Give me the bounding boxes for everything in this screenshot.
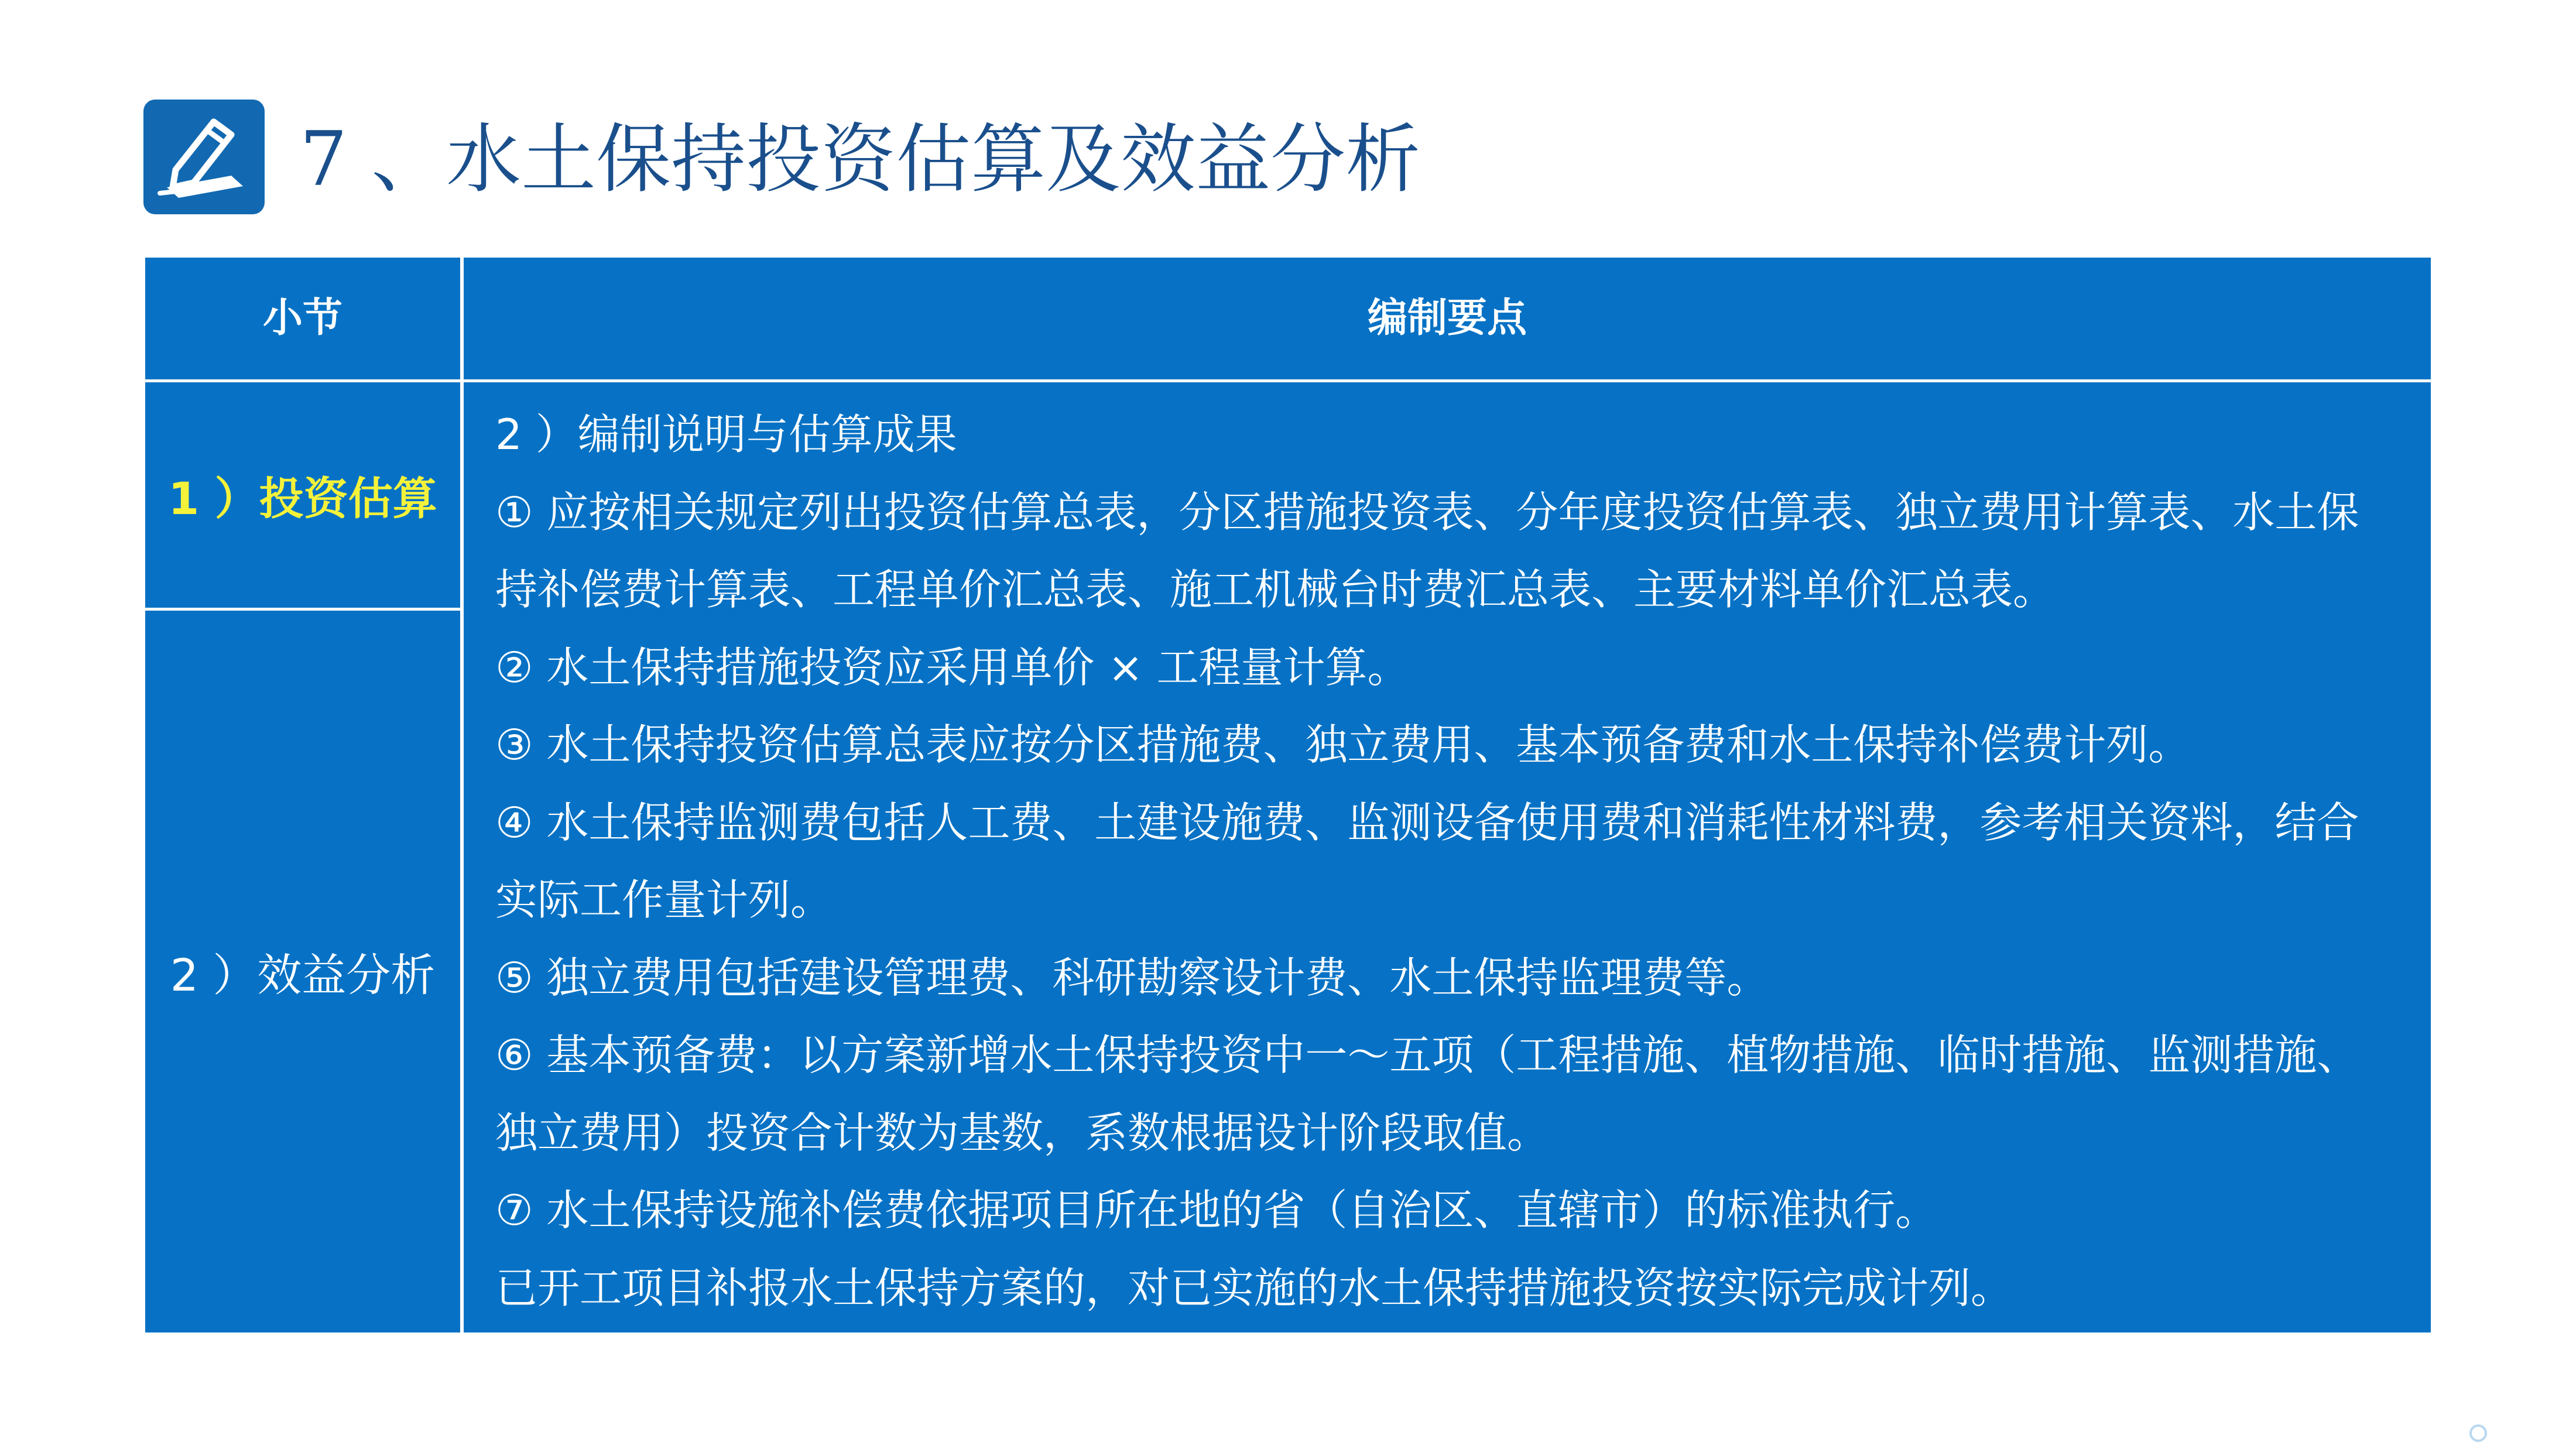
point-line: ② 水土保持措施投资应采用单价 × 工程量计算。 <box>495 642 1410 692</box>
points-content <box>495 396 2398 1327</box>
point-line: ③ 水土保持投资估算总表应按分区措施费、独立费用、基本预备费和水土保持补偿费计列。 <box>495 720 2191 769</box>
header-section: 小节 <box>262 295 342 341</box>
watermark-icon <box>2469 1424 2487 1442</box>
section-benefit-analysis: 2 ）效益分析 <box>170 949 436 1001</box>
point-line: ① 应按相关规定列出投资估算总表，分区措施投资表、分年度投资估算表、独立费用计算表、水土保持补偿费计算表、工程单价汇总表、施工机械台时费汇总表、主要材料单价汇总表。 <box>495 487 2359 614</box>
pencil-paper-icon <box>143 100 265 214</box>
column-divider <box>460 258 464 1332</box>
content-table <box>145 258 2431 1332</box>
point-line: ⑤ 独立费用包括建设管理费、科研勘察设计费、水土保持监理费等。 <box>495 953 1769 1002</box>
point-line: 2 ）编制说明与估算成果 <box>495 410 957 459</box>
section-investment-estimate: 1 ）投资估算 <box>168 472 437 525</box>
watermark-logo <box>2469 1421 2557 1445</box>
page-title: 7 、水土保持投资估算及效益分析 <box>300 116 1421 203</box>
header-divider <box>145 379 2431 382</box>
header-points: 编制要点 <box>1367 295 1527 341</box>
point-line: ⑦ 水土保持设施补偿费依据项目所在地的省（自治区、直辖市）的标准执行。 <box>495 1186 1938 1235</box>
point-line: ④ 水土保持监测费包括人工费、土建设施费、监测设备使用费和消耗性材料费，参考相关资料，结合实际工作量计列。 <box>495 797 2359 924</box>
point-line: ⑥ 基本预备费：以方案新增水土保持投资中一～五项（工程措施、植物措施、临时措施、监测措施、独立费用）投资合计数为基数，系数根据设计阶段取值。 <box>495 1030 2359 1157</box>
point-line: 已开工项目补报水土保持方案的，对已实施的水土保持措施投资按实际完成计列。 <box>495 1263 2013 1313</box>
